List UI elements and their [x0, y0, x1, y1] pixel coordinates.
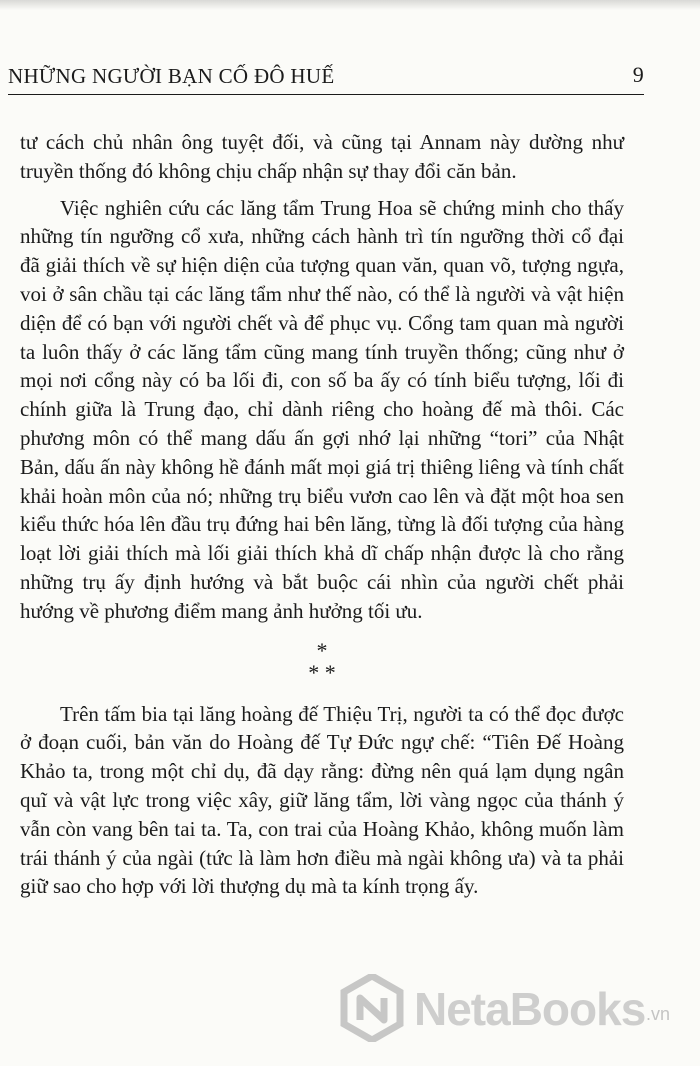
watermark-brand: NetaBooks — [414, 983, 646, 1035]
section-separator — [20, 637, 624, 685]
paragraph-2: Việc nghiên cứu các lăng tẩm Trung Hoa sẽ chứng minh cho thấy những tín ngưỡng cổ xưa, những cách hành trì tín ngưỡng thời cổ đại đã giải thích về sự hiện diện của tượng quan văn, quan võ, tượng ngựa, voi ở sân chầu tại các lăng tẩm như thế nào, có thể là người và vật hiện diện để có bạn với người chết và để phục vụ. Cổng tam quan mà người ta luôn thấy ở các lăng tẩm cũng mang tính truyền thống; cũng như ở mọi nơi cổng này có ba lối đi, con số ba ấy có tính biểu tượng, lối đi chính giữa là Trung đạo, chỉ dành riêng cho hoàng đế mà thôi. Các phương môn có thể mang dấu ấn gợi nhớ lại những “tori” của Nhật Bản, dấu ấn này không hề đánh mất mọi giá trị thiêng liêng và tính chất khải hoàn môn của nó; những trụ biểu vươn cao lên và đặt một hoa sen kiểu thức hóa lên đầu trụ đứng hai bên lăng, từng là đối tượng của hàng loạt lời giải thích mà lối giải thích khả dĩ chấp nhận được là cho rằng những trụ ấy định hướng và bắt buộc cái nhìn của người chết phải hướng về phương điểm mang ảnh hưởng tối ưu. — [20, 195, 624, 623]
header-rule — [8, 94, 644, 95]
watermark-suffix: .vn — [646, 1004, 671, 1024]
running-title: NHỮNG NGƯỜI BẠN CỐ ĐÔ HUẾ — [8, 64, 335, 88]
separator-stars-bottom: * * — [308, 659, 336, 685]
page-top-edge — [0, 0, 700, 10]
netabooks-logo-icon — [338, 974, 406, 1042]
watermark — [338, 974, 678, 1044]
paragraph-3: Trên tấm bia tại lăng hoàng đế Thiệu Trị, người ta có thể đọc được ở đoạn cuối, bản văn do Hoàng đế Tự Đức ngự chế: “Tiên Đế Hoàng Khảo ta, trong một chỉ dụ, đã dạy rằng: đừng nên quá lạm dụng ngân quĩ và vật lực trong việc xây, giữ lăng tẩm, lời vàng ngọc của thánh ý vẫn còn vang bên tai ta. Ta, con trai của Hoàng Khảo, không muốn làm trái thánh ý của ngài (tức là làm hơn điều mà ngài không ưa) và ta phải giữ sao cho hợp với lời thượng dụ mà ta kính trọng ấy. — [20, 701, 624, 899]
paragraph-1: tư cách chủ nhân ông tuyệt đối, và cũng tại Annam này dường như truyền thống đó không chịu chấp nhận sự thay đổi căn bản. — [20, 130, 624, 183]
running-header — [8, 62, 644, 98]
page-number: 9 — [632, 62, 644, 87]
separator-star-top: * — [316, 637, 328, 663]
body-text — [20, 128, 624, 901]
